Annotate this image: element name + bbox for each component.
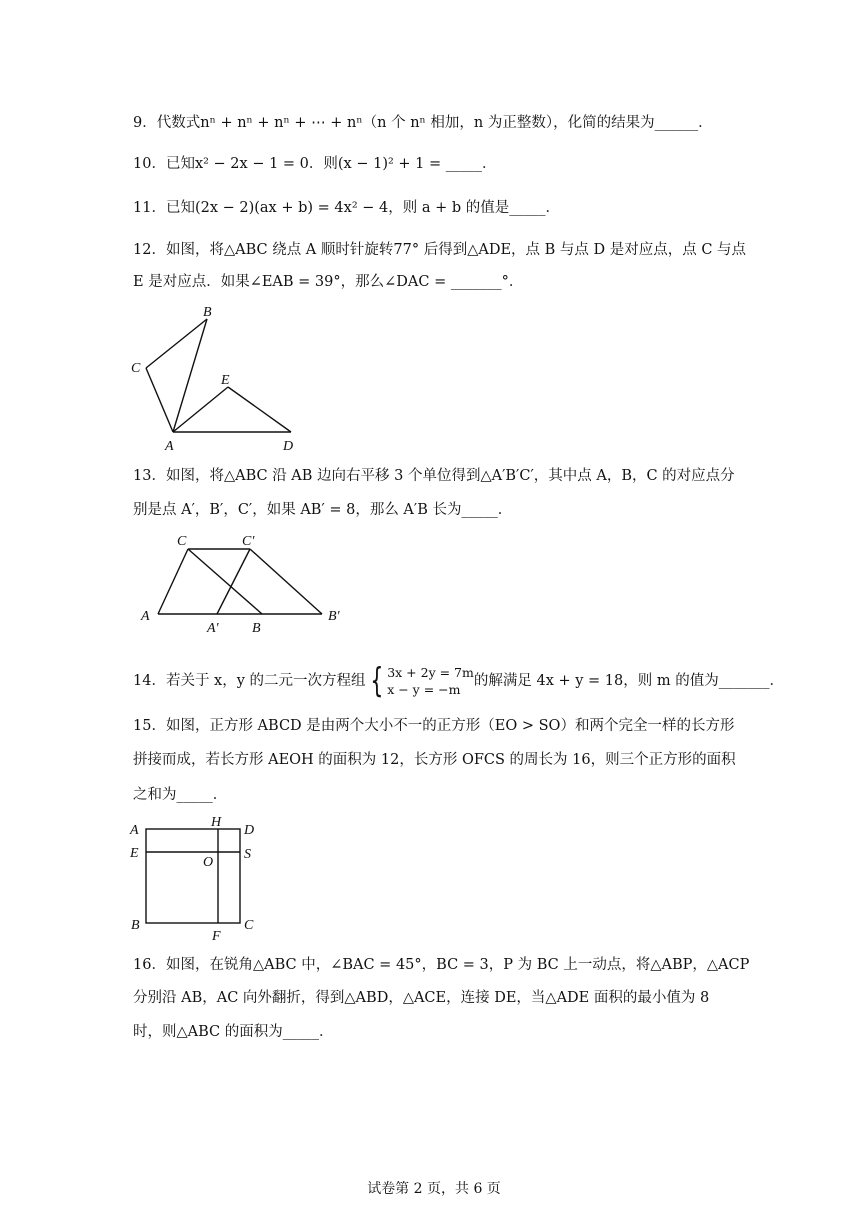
segment-ae — [173, 387, 228, 432]
label-c: C — [131, 361, 141, 376]
label-s: S — [244, 847, 251, 862]
page-footer: 试卷第 2 页，共 6 页 — [367, 1181, 501, 1197]
question-11: 11．已知(2x − 2)(ax + b) = 4x² − 4，则 a + b 的值是_____． — [133, 200, 560, 216]
figure-13-translation — [135, 528, 355, 638]
segment-bc — [146, 319, 207, 368]
label-f: F — [212, 929, 221, 944]
figure-12-triangles — [125, 300, 305, 455]
segment-ab — [173, 319, 207, 432]
label-a: A — [141, 609, 150, 624]
question-10: 10．已知x² − 2x − 1 = 0．则(x − 1)² + 1 = _____． — [133, 156, 497, 172]
label-o: O — [203, 855, 214, 870]
figure-15-squares — [125, 812, 275, 944]
label-b: B — [252, 621, 261, 636]
question-13-line-1: 13．如图，将△ABC 沿 AB 边向右平移 3 个单位得到△A′B′C′，其中点 A，B，C 的对应点分 — [133, 468, 735, 484]
segment-ed — [228, 387, 291, 432]
equation-2: x − y = −m — [387, 682, 461, 697]
question-14-suffix: 的解满足 4x + y = 18，则 m 的值为_______． — [473, 673, 784, 689]
question-13-line-2: 别是点 A′，B′，C′，如果 AB′ = 8，那么 A′B 长为_____． — [133, 502, 513, 518]
label-c: C — [244, 918, 254, 933]
question-12-line-2: E 是对应点．如果∠EAB = 39°，那么∠DAC = _______°． — [133, 274, 524, 290]
segment-c-prime-b-prime — [250, 549, 322, 614]
question-16-line-2: 分别沿 AB，AC 向外翻折，得到△ABD，△ACE，连接 DE，当△ADE 面积的最小值为 8 — [133, 990, 710, 1006]
label-d: D — [244, 823, 255, 838]
question-16-line-3: 时，则△ABC 的面积为_____． — [133, 1024, 334, 1040]
label-e: E — [130, 846, 139, 861]
segment-c-prime-a-prime — [217, 549, 250, 614]
question-15-line-3: 之和为_____． — [133, 787, 228, 803]
label-a-prime: A′ — [207, 621, 219, 636]
label-b-prime: B′ — [328, 609, 340, 624]
question-9: 9．代数式nⁿ + nⁿ + nⁿ + ⋯ + nⁿ（n 个 nⁿ 相加，n 为正整数），化简的结果为______． — [133, 115, 713, 131]
label-c-prime: C′ — [242, 534, 255, 549]
segment-ac — [158, 549, 188, 614]
label-h: H — [211, 815, 222, 830]
equation-1: 3x + 2y = 7m — [387, 665, 474, 680]
label-a: A — [130, 823, 139, 838]
question-14 — [133, 661, 784, 701]
segment-cb — [188, 549, 262, 614]
square-abcd — [146, 829, 240, 923]
segment-ca — [146, 368, 173, 432]
label-b: B — [203, 305, 212, 320]
equation-system — [366, 661, 474, 701]
label-c: C — [177, 534, 187, 549]
question-16-line-1: 16．如图，在锐角△ABC 中，∠BAC = 45°，BC = 3，P 为 BC 上一动点，将△ABP，△ACP — [133, 957, 750, 973]
question-12-line-1: 12．如图，将△ABC 绕点 A 顺时针旋转77° 后得到△ADE，点 B 与点 D 是对应点，点 C 与点 — [133, 242, 747, 258]
label-e: E — [221, 373, 230, 388]
brace-icon: { — [369, 661, 383, 701]
label-b: B — [131, 918, 140, 933]
label-a: A — [165, 439, 174, 454]
question-15-line-2: 拼接而成，若长方形 AEOH 的面积为 12，长方形 OFCS 的周长为 16，则三个正方形的面积 — [133, 752, 736, 768]
question-15-line-1: 15．如图，正方形 ABCD 是由两个大小不一的正方形（EO > SO）和两个完全一样的长方形 — [133, 718, 735, 734]
question-14-prefix: 14．若关于 x，y 的二元一次方程组 — [133, 673, 366, 689]
label-d: D — [283, 439, 294, 454]
